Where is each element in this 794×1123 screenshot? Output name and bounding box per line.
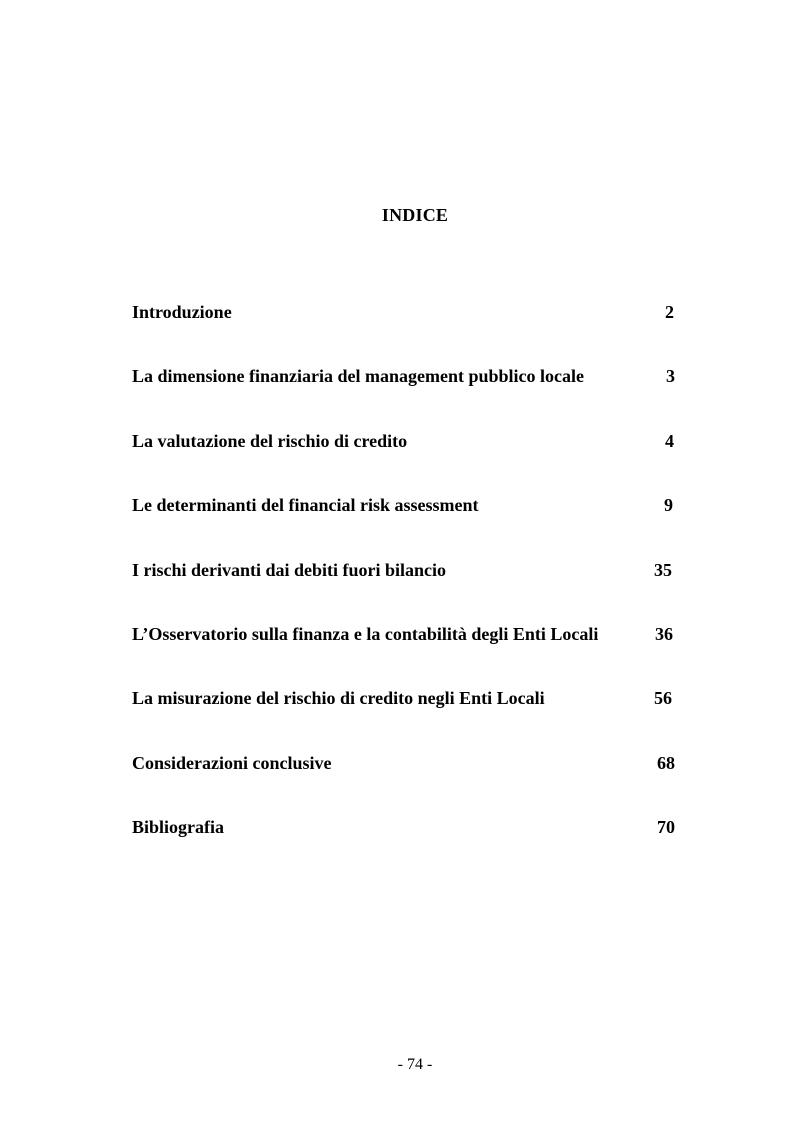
toc-entry-label: I rischi derivanti dai debiti fuori bilancio (132, 559, 447, 580)
toc-entry-label: La misurazione del rischio di credito negli Enti Locali (132, 688, 545, 709)
toc-entry-valutazione-rischio (132, 429, 676, 493)
toc-entry-debiti-fuori-bilancio (132, 558, 676, 622)
toc-entry-label: Bibliografia (132, 817, 225, 838)
toc-entry-page: 36 (655, 623, 673, 644)
toc-entry-page: 68 (657, 752, 675, 773)
toc-entry-page: 70 (657, 817, 675, 838)
toc-entry-page: 4 (665, 430, 674, 451)
toc-entry-bibliografia (132, 815, 676, 879)
toc-entry-label: Considerazioni conclusive (132, 752, 332, 773)
toc-entry-introduzione (132, 300, 676, 364)
toc-entry-dimensione-finanziaria (132, 364, 676, 428)
toc-entry-label: Introduzione (132, 302, 232, 322)
toc-entry-page: 9 (664, 495, 673, 516)
page-number: - 74 - (397, 1056, 433, 1073)
toc-entry-osservatorio (132, 622, 676, 686)
table-of-contents (132, 300, 676, 880)
toc-entry-page: 35 (654, 559, 672, 580)
page-title: INDICE (381, 205, 449, 225)
toc-entry-determinanti (132, 493, 676, 557)
toc-entry-page: 3 (666, 366, 675, 387)
toc-entry-label: La dimensione finanziaria del management pubblico locale (132, 366, 585, 387)
toc-entry-misurazione-rischio (132, 686, 676, 750)
toc-entry-considerazioni (132, 751, 676, 815)
toc-entry-label: L’Osservatorio sulla finanza e la contabilità degli Enti Locali (132, 623, 599, 644)
toc-entry-label: Le determinanti del financial risk assessment (132, 495, 479, 516)
toc-entry-page: 56 (654, 688, 672, 709)
toc-entry-label: La valutazione del rischio di credito (132, 430, 408, 451)
toc-entry-page: 2 (665, 302, 674, 322)
